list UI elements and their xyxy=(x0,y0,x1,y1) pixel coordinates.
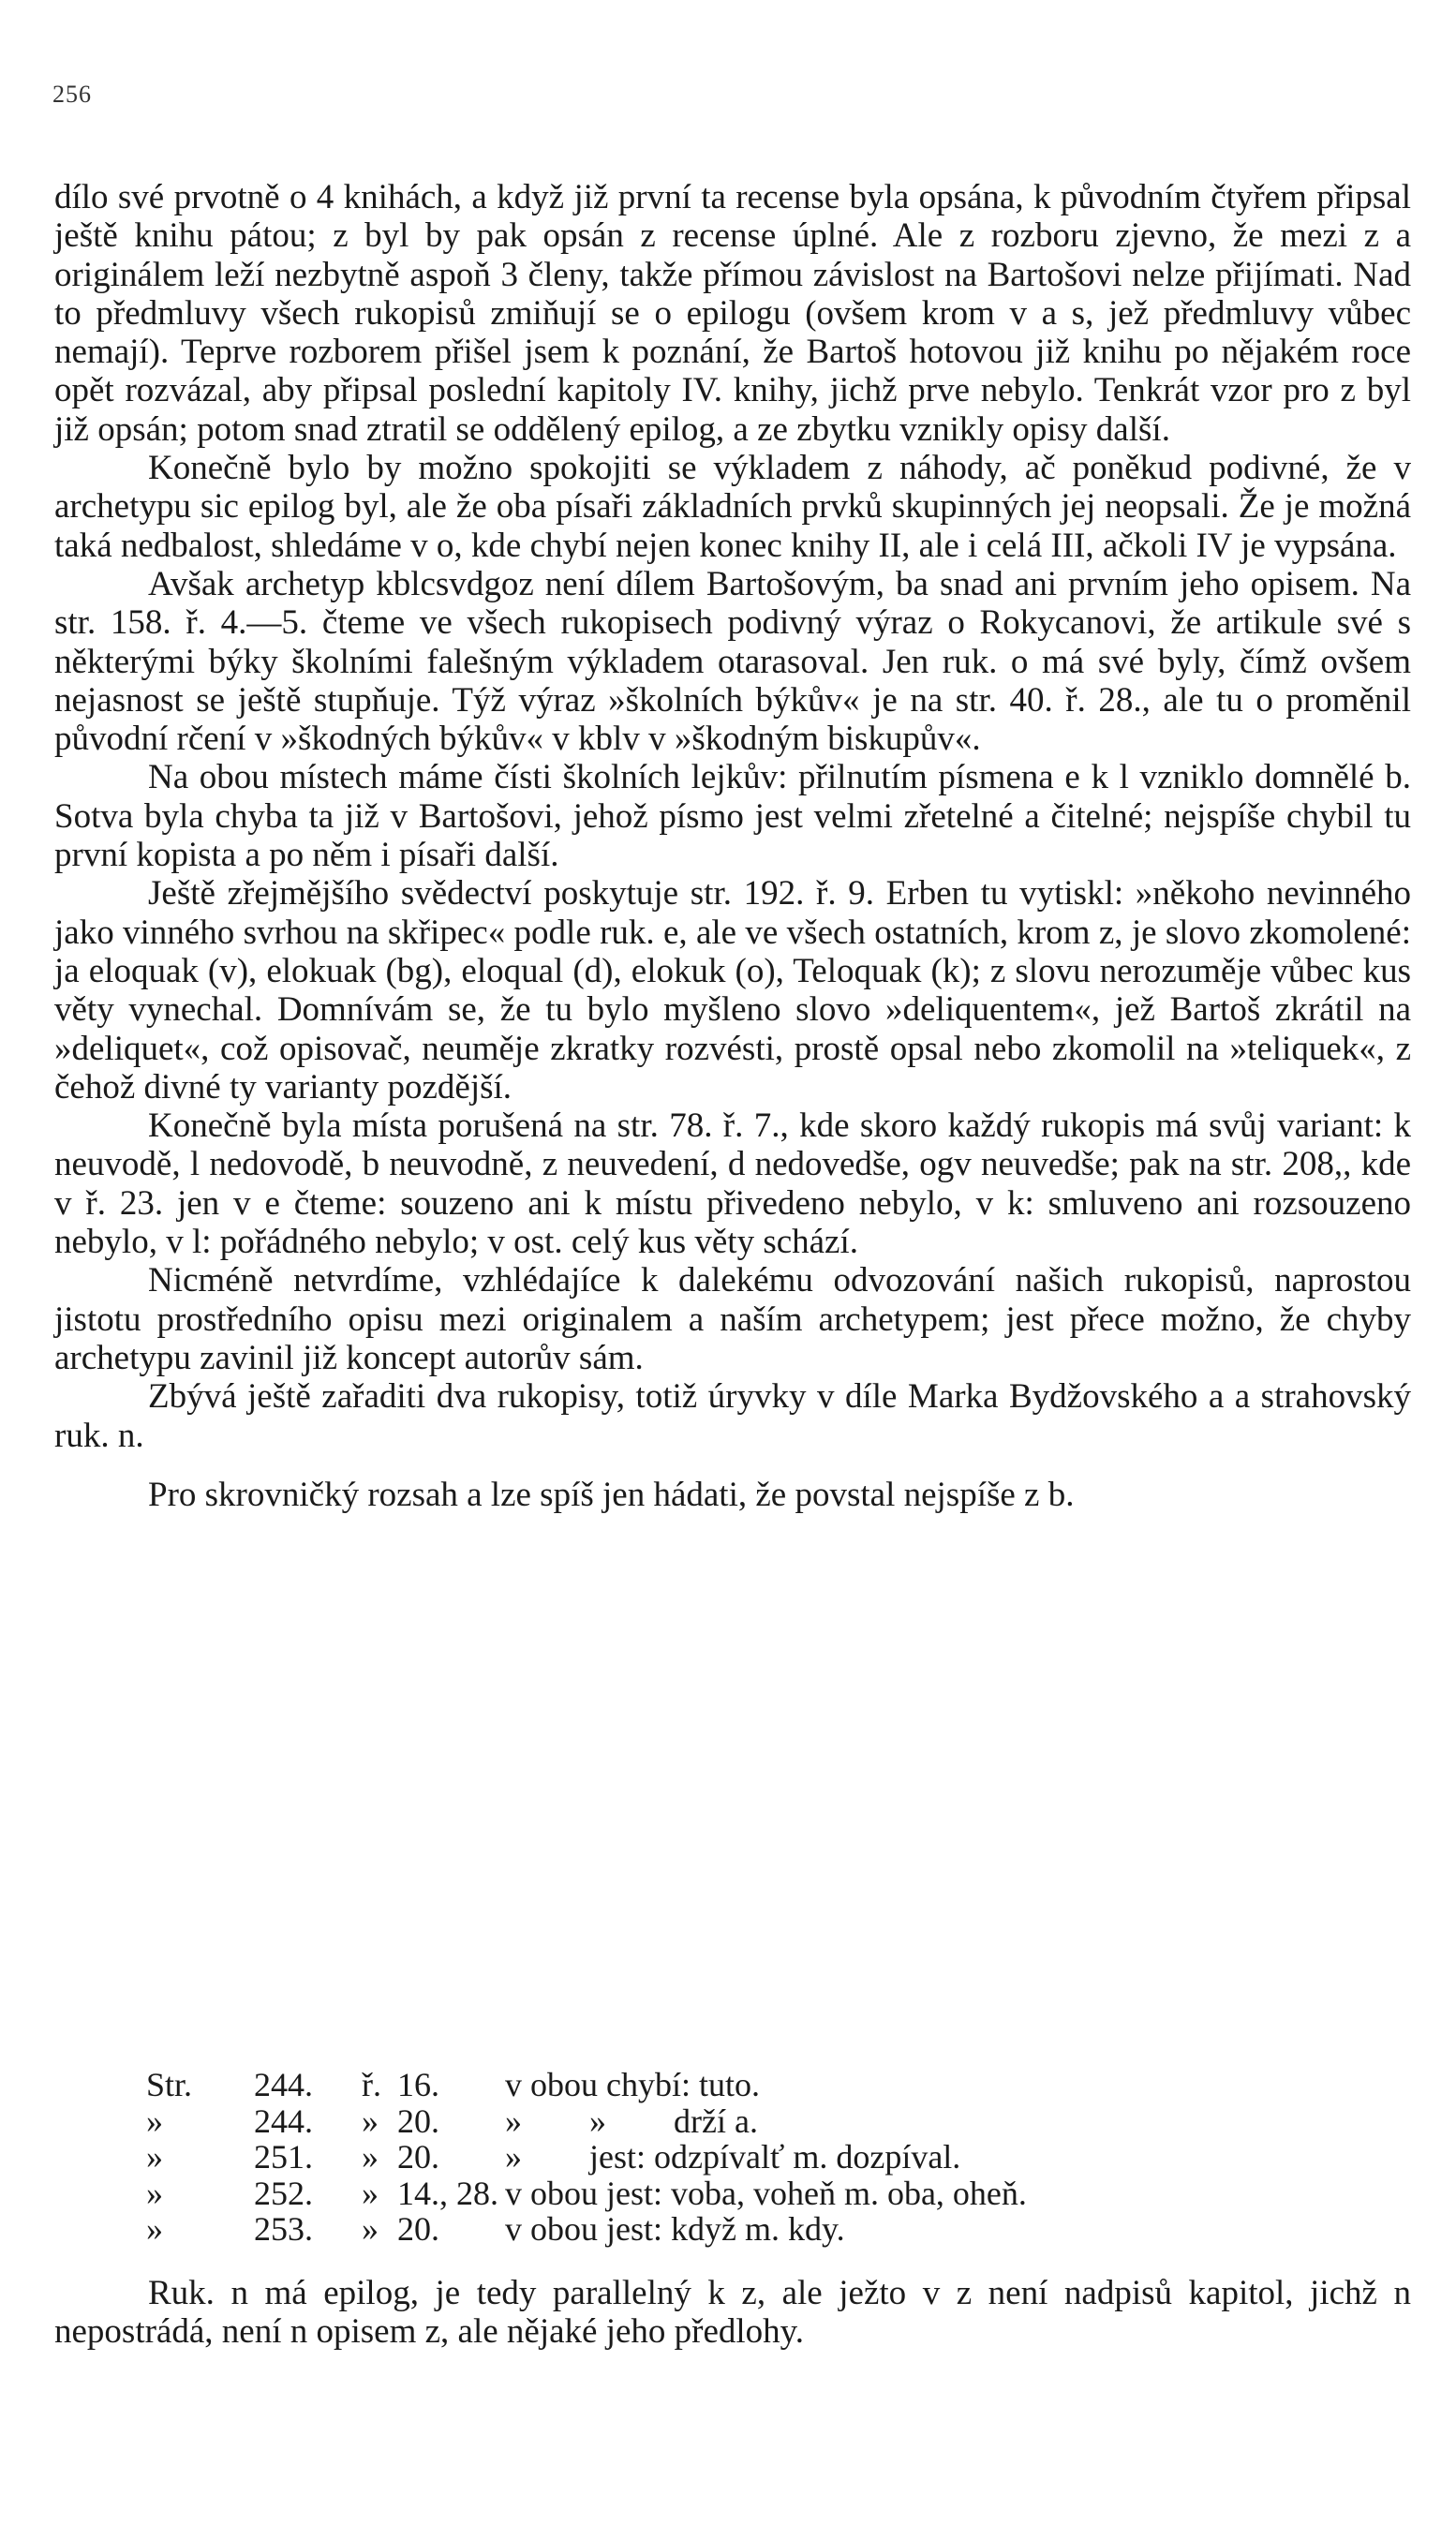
line-value: 14., 28. xyxy=(397,2174,498,2212)
line-label: » xyxy=(362,2174,379,2212)
page-value: 244. xyxy=(254,2102,313,2140)
table-row xyxy=(146,2211,1027,2248)
reading: v obou jest: voba, voheň m. oba, oheň. xyxy=(505,2174,1027,2212)
page-number: 256 xyxy=(52,81,92,108)
closing-paragraph: Ruk. n má epilog, je tedy parallelný k z, ale ježto v z není nadpisů kapitol, jichž n nepostrádá, není n opisem z, ale nějaké jeho předlohy. xyxy=(54,2274,1411,2352)
paragraph-2: Konečně bylo by možno spokojiti se výkladem z náhody, ač poněkud podivné, že v archetypu sic epilog byl, ale že oba písaři základních prvků skupinných jej neopsali. Že je možná taká nedbalost, shledáme v o, kde chybí nejen konec knihy II, ale i celá III, ačkoli IV je vypsána. xyxy=(54,449,1411,565)
paragraph-4: Na obou místech máme čísti školních lejkův: přilnutím písmena e k l vzniklo domnělé b. Sotva byla chyba ta již v Bartošovi, jehož písmo jest velmi zřetelné a čitelné; nejspíše chybil tu první kopista a po něm i písaři další. xyxy=(54,758,1411,875)
page-label: » xyxy=(146,2102,163,2140)
paragraph-6: Konečně byla místa porušená na str. 78. ř. 7., kde skoro každý rukopis má svůj variant: k neuvodě, l nedovodě, b neuvodně, z neuvedení, d nedovedše, ogv neuvedše; pak na str. 208,, kde v ř. 23. jen v e čteme: souzeno ani k místu přivedeno nebylo, v k: smluveno ani rozsouzeno nebylo, v l: pořádného nebylo; v ost. celý kus věty schází. xyxy=(54,1107,1411,1262)
line-value: 20. xyxy=(397,2210,439,2248)
line-label: » xyxy=(362,2102,379,2140)
reading: v obou jest: když m. kdy. xyxy=(505,2210,845,2248)
line-label: » xyxy=(362,2210,379,2248)
line-value: 16. xyxy=(397,2066,439,2103)
paragraph-8: Zbývá ještě zařaditi dva rukopisy, totiž úryvky v díle Marka Bydžovského a a strahovský ruk. n. xyxy=(54,1377,1411,1455)
paragraph-7: Nicméně netvrdíme, vzhlédajíce k dalekému odvozování našich rukopisů, naprostou jistotu prostředního opisu mezi originalem a naším archetypem; jest přece možno, že chyby archetypu zavinil již koncept autorův sám. xyxy=(54,1261,1411,1377)
page-label: Str. xyxy=(146,2066,193,2103)
paragraph-3: Avšak archetyp kblcsvdgoz není dílem Bartošovým, ba snad ani prvním jeho opisem. Na str. 158. ř. 4.—5. čteme ve všech rukopisech podivný výraz o Rokycanovi, že artikule své s některými býky školními falešným výkladem otarasoval. Jen ruk. o má své byly, čímž ovšem nejasnost se ještě stupňuje. Týž výraz »školních býkův« je na str. 40. ř. 28., ale tu o proměnil původní rčení v »škodných býkův« v kblv v »škodným biskupův«. xyxy=(54,564,1411,759)
page-value: 244. xyxy=(254,2066,313,2103)
line-label: » xyxy=(362,2138,379,2176)
paragraph-1: dílo své prvotně o 4 knihách, a když již první ta recense byla opsána, k původním čtyřem připsal ještě knihu pátou; z byl by pak opsán z recense úplné. Ale z rozboru zjevno, že mezi z a originálem leží nezbytně aspoň 3 členy, takže přímou závislost na Bartošovi nelze přijímati. Nad to předmluvy všech rukopisů zmiňují se o epilogu (ovšem krom v a s, jež předmluvy vůbec nemají). Teprve rozborem přišel jsem k poznání, že Bartoš hotovou již knihu po nějakém roce opět rozvázal, aby připsal poslední kapitoly IV. knihy, jichž prve nebylo. Tenkrát vzor pro z byl již opsán; potom snad ztratil se oddělený epilog, a ze zbytku vznikly opisy další. xyxy=(54,178,1411,449)
table-row xyxy=(146,2176,1027,2212)
line-value: 20. xyxy=(397,2102,439,2140)
closing-text xyxy=(54,2274,1411,2352)
reading: » jest: odzpívalť m. dozpíval. xyxy=(505,2138,961,2176)
reading: » » drží a. xyxy=(505,2102,758,2140)
variant-table xyxy=(146,2067,1027,2248)
table-row xyxy=(146,2139,1027,2176)
table-row xyxy=(146,2067,1027,2103)
page-label: » xyxy=(146,2138,163,2176)
page-value: 251. xyxy=(254,2138,313,2176)
paragraph-5: Ještě zřejmějšího svědectví poskytuje str. 192. ř. 9. Erben tu vytiskl: »někoho nevinného jako vinného svrhou na skřipec« podle ruk. e, ale ve všech ostatních, krom z, je slovo zkomolené: ja eloquak (v), elokuak (bg), eloqual (d), elokuk (o), Teloquak (k); z slovu nerozuměje vůbec kus věty vynechal. Domnívám se, že tu bylo myšleno slovo »deliquentem«, jež Bartoš zkrátil na »deliquet«, což opisovač, neuměje zkratky rozvésti, prostě opsal nebo zkomolil na »teliquek«, z čehož divné ty varianty pozdější. xyxy=(54,874,1411,1107)
page-label: » xyxy=(146,2210,163,2248)
body-text xyxy=(54,178,1411,1514)
page-value: 252. xyxy=(254,2174,313,2212)
table-row xyxy=(146,2103,1027,2140)
reading: v obou chybí: tuto. xyxy=(505,2066,760,2103)
line-value: 20. xyxy=(397,2138,439,2176)
line-label: ř. xyxy=(362,2066,381,2103)
page-value: 253. xyxy=(254,2210,313,2248)
page-label: » xyxy=(146,2174,163,2212)
paragraph-9: Pro skrovničký rozsah a lze spíš jen hádati, že povstal nejspíše z b. xyxy=(148,1475,1075,1514)
